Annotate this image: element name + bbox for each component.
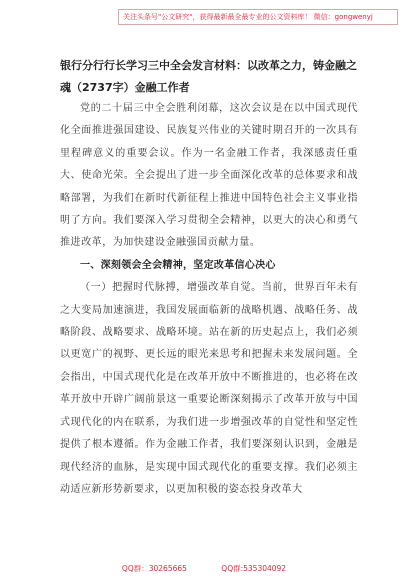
footer-qq-group-2: QQ群:535304092 [221, 564, 287, 573]
footer-qq-group-1: QQ群：30265665 [121, 564, 187, 573]
footer-contacts [0, 563, 408, 575]
document-title: 银行分行行长学习三中全会发言材料：以改革之力，铸金融之魂（2737字）金融工作者 [60, 59, 357, 94]
promo-banner-text: 关注头条号"公文研究"，获得最新最全最专业的公文资料库！ 微信：gongwenyj [123, 13, 373, 21]
promo-banner [118, 9, 398, 25]
intro-paragraph: 党的二十届三中全会胜利闭幕，这次会议是在以中国式现代化全面推进强国建设、民族复兴伟业的关键时期召开的一次具有里程碑意义的重要会议。作为一名金融工作者，我深感责任重大、使命光荣。全会提出了进一步全面深化改革的总体要求和战略部署，为我们在新时代新征程上推进中国特色社会主义事业指明了方向。我们要深入学习贯彻全会精神，以更大的决心和勇气推进改革，为加快建设金融强国贡献力量。 [60, 103, 358, 249]
section-heading: 一、深刻领会全会精神，坚定改革信心决心 [80, 259, 276, 271]
section-paragraph: （一）把握时代脉搏，增强改革自觉。当前，世界百年未有之大变局加速演进，我国发展面临新的战略机遇、战略任务、战略阶段、战略要求、战略环境。站在新的历史起点上，我们必须以更宽广的视野、更长远的眼光来思考和把握未来发展问题。全会指出，中国式现代化是在改革开放中不断推进的，也必将在改革开放中开辟广阔前景这一重要论断深刻揭示了改革开放与中国式现代化的内在联系，为我们进一步增强改革的自觉性和坚定性提供了根本遵循。作为金融工作者，我们要深刻认识到，金融是现代经济的血脉，是实现中国式现代化的重要支撑。我们必须主动适应新形势新要求，以更加积极的姿态投身改革大 [60, 282, 358, 495]
document-body [60, 98, 358, 501]
